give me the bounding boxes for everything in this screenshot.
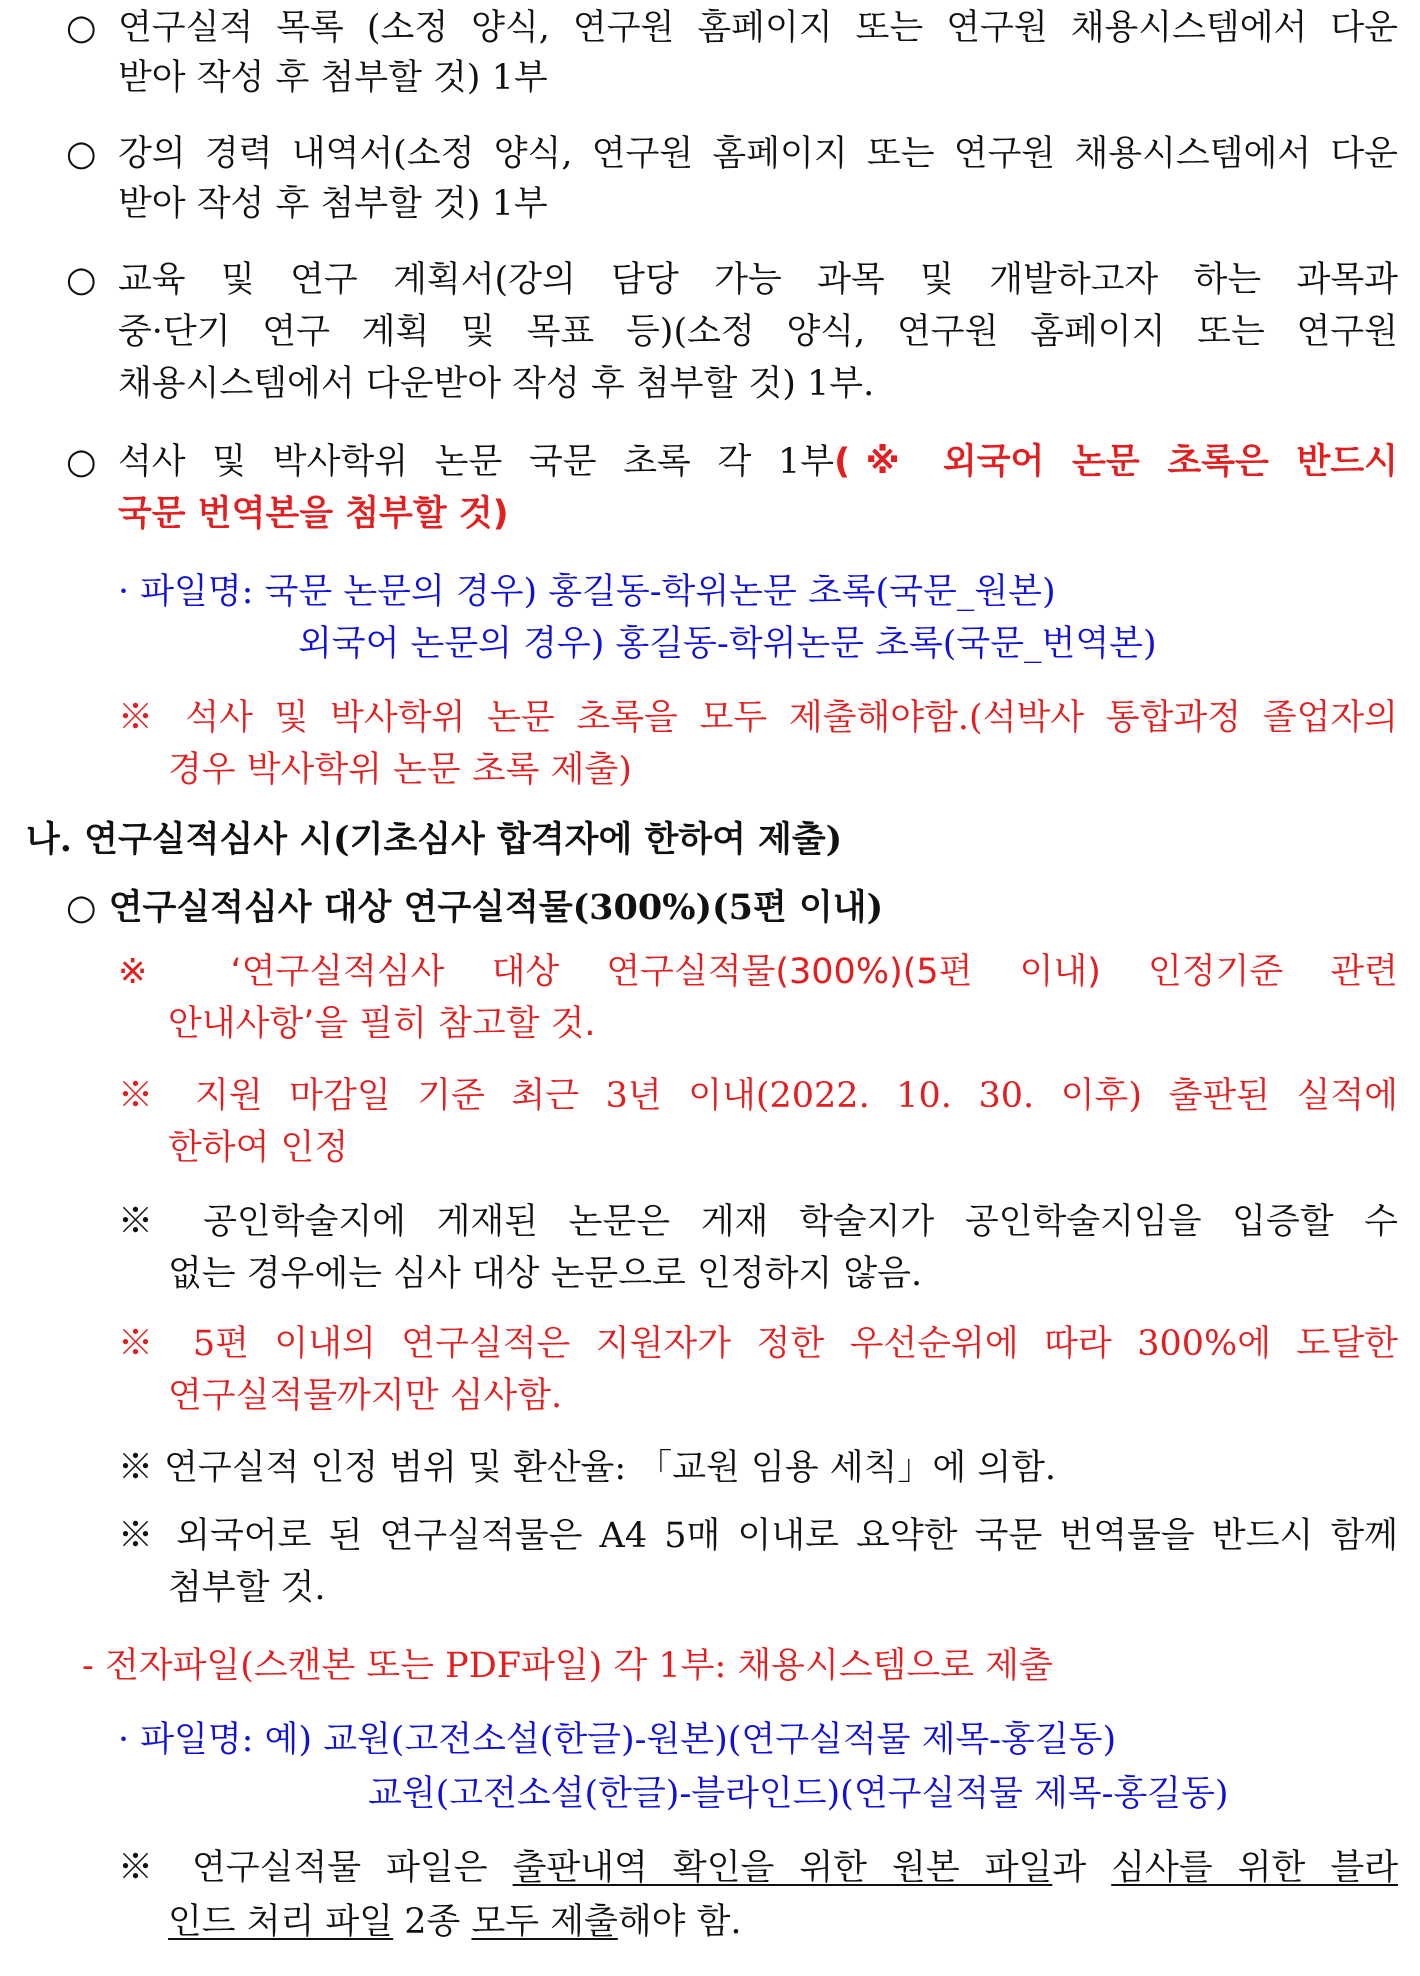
- final-note-blind-file: 심사를 위한 블라: [1111, 1848, 1399, 1888]
- note-journal-cont: 없는 경우에는 심사 대상 논문으로 인정하지 않음.: [168, 1254, 923, 1294]
- section-heading: 나. 연구실적심사 시(기초심사 합격자에 한하여 제출): [26, 819, 843, 860]
- list-bullet: ○: [66, 8, 97, 48]
- note-foreign-cont: 첨부할 것.: [168, 1568, 326, 1608]
- final-note-cont: [168, 1900, 742, 1944]
- section-item: ○ 연구실적심사 대상 연구실적물(300%)(5편 이내): [66, 887, 884, 928]
- final-note-part: 2종: [393, 1902, 472, 1942]
- lecture-bullet: ○: [66, 134, 97, 174]
- final-note: [118, 1846, 1398, 1890]
- list-item-research-record: 연구실적 목록 (소정 양식, 연구원 홈페이지 또는 연구원 채용시스템에서 다운: [118, 8, 1398, 48]
- note-deadline-cont: 한하여 인정: [168, 1128, 349, 1168]
- list-item-plan-cont: 중·단기 연구 계획 및 목표 등)(소정 양식, 연구원 홈페이지 또는 연구원: [118, 312, 1398, 352]
- electronic-file-note: - 전자파일(스캔본 또는 PDF파일) 각 1부: 채용시스템으로 제출: [82, 1646, 1053, 1686]
- note-priority: ※ 5편 이내의 연구실적은 지원자가 정한 우선순위에 따라 300%에 도달한: [118, 1324, 1398, 1364]
- thesis-filename: · 파일명: 국문 논문의 경우) 홍길동-학위논문 초록(국문_원본): [118, 572, 1056, 612]
- note-foreign: ※ 외국어로 된 연구실적물은 A4 5매 이내로 요약한 국문 번역물을 반드시 함께: [118, 1516, 1398, 1556]
- final-note-part: 과: [1052, 1848, 1112, 1888]
- filename-example: · 파일명: 예) 교원(고전소설(한글)-원본)(연구실적물 제목-홍길동): [118, 1720, 1117, 1760]
- note-criteria: ※ ‘연구실적심사 대상 연구실적물(300%)(5편 이내) 인정기준 관련: [118, 952, 1398, 992]
- thesis-note-cont: 경우 박사학위 논문 초록 제출): [168, 750, 632, 790]
- thesis-warning: (※ 외국어 논문 초록은 반드시: [834, 442, 1398, 482]
- list-item-thesis: [118, 440, 1398, 484]
- thesis-text: 석사 및 박사학위 논문 국문 초록 각 1부: [118, 442, 835, 482]
- final-note-part: ※ 연구실적물 파일은: [118, 1848, 513, 1888]
- final-note-blind-file-cont: 인드 처리 파일: [168, 1902, 394, 1942]
- final-note-submit-all: 모두 제출: [471, 1902, 618, 1942]
- note-criteria-cont: 안내사항’을 필히 참고할 것.: [168, 1004, 596, 1044]
- list-item-plan: 교육 및 연구 계획서(강의 담당 가능 과목 및 개발하고자 하는 과목과: [118, 260, 1398, 300]
- list-item-research-record-cont: 받아 작성 후 첨부할 것) 1부: [118, 58, 548, 98]
- thesis-bullet: ○: [66, 442, 97, 482]
- plan-bullet: ○: [66, 260, 97, 300]
- note-conversion: ※ 연구실적 인정 범위 및 환산율: 「교원 임용 세칙」에 의함.: [118, 1448, 1057, 1488]
- note-deadline: ※ 지원 마감일 기준 최근 3년 이내(2022. 10. 30. 이후) 출판된 실적에: [118, 1076, 1398, 1116]
- thesis-filename-foreign: 외국어 논문의 경우) 홍길동-학위논문 초록(국문_번역본): [298, 624, 1157, 664]
- thesis-note: ※ 석사 및 박사학위 논문 초록을 모두 제출해야함.(석박사 통합과정 졸업자의: [118, 698, 1398, 738]
- filename-example-blind: 교원(고전소설(한글)-블라인드)(연구실적물 제목-홍길동): [368, 1774, 1229, 1814]
- final-note-original-file: 출판내역 확인을 위한 원본 파일: [512, 1848, 1053, 1888]
- list-item-lecture-career: 강의 경력 내역서(소정 양식, 연구원 홈페이지 또는 연구원 채용시스템에서 다운: [118, 134, 1398, 174]
- final-note-part: 해야 함.: [617, 1902, 742, 1942]
- thesis-warning-cont: 국문 번역본을 첨부할 것): [118, 494, 509, 534]
- list-item-lecture-career-cont: 받아 작성 후 첨부할 것) 1부: [118, 184, 548, 224]
- list-item-plan-cont2: 채용시스템에서 다운받아 작성 후 첨부할 것) 1부.: [118, 364, 875, 404]
- note-priority-cont: 연구실적물까지만 심사함.: [168, 1376, 563, 1416]
- note-journal: ※ 공인학술지에 게재된 논문은 게재 학술지가 공인학술지임을 입증할 수: [118, 1202, 1398, 1242]
